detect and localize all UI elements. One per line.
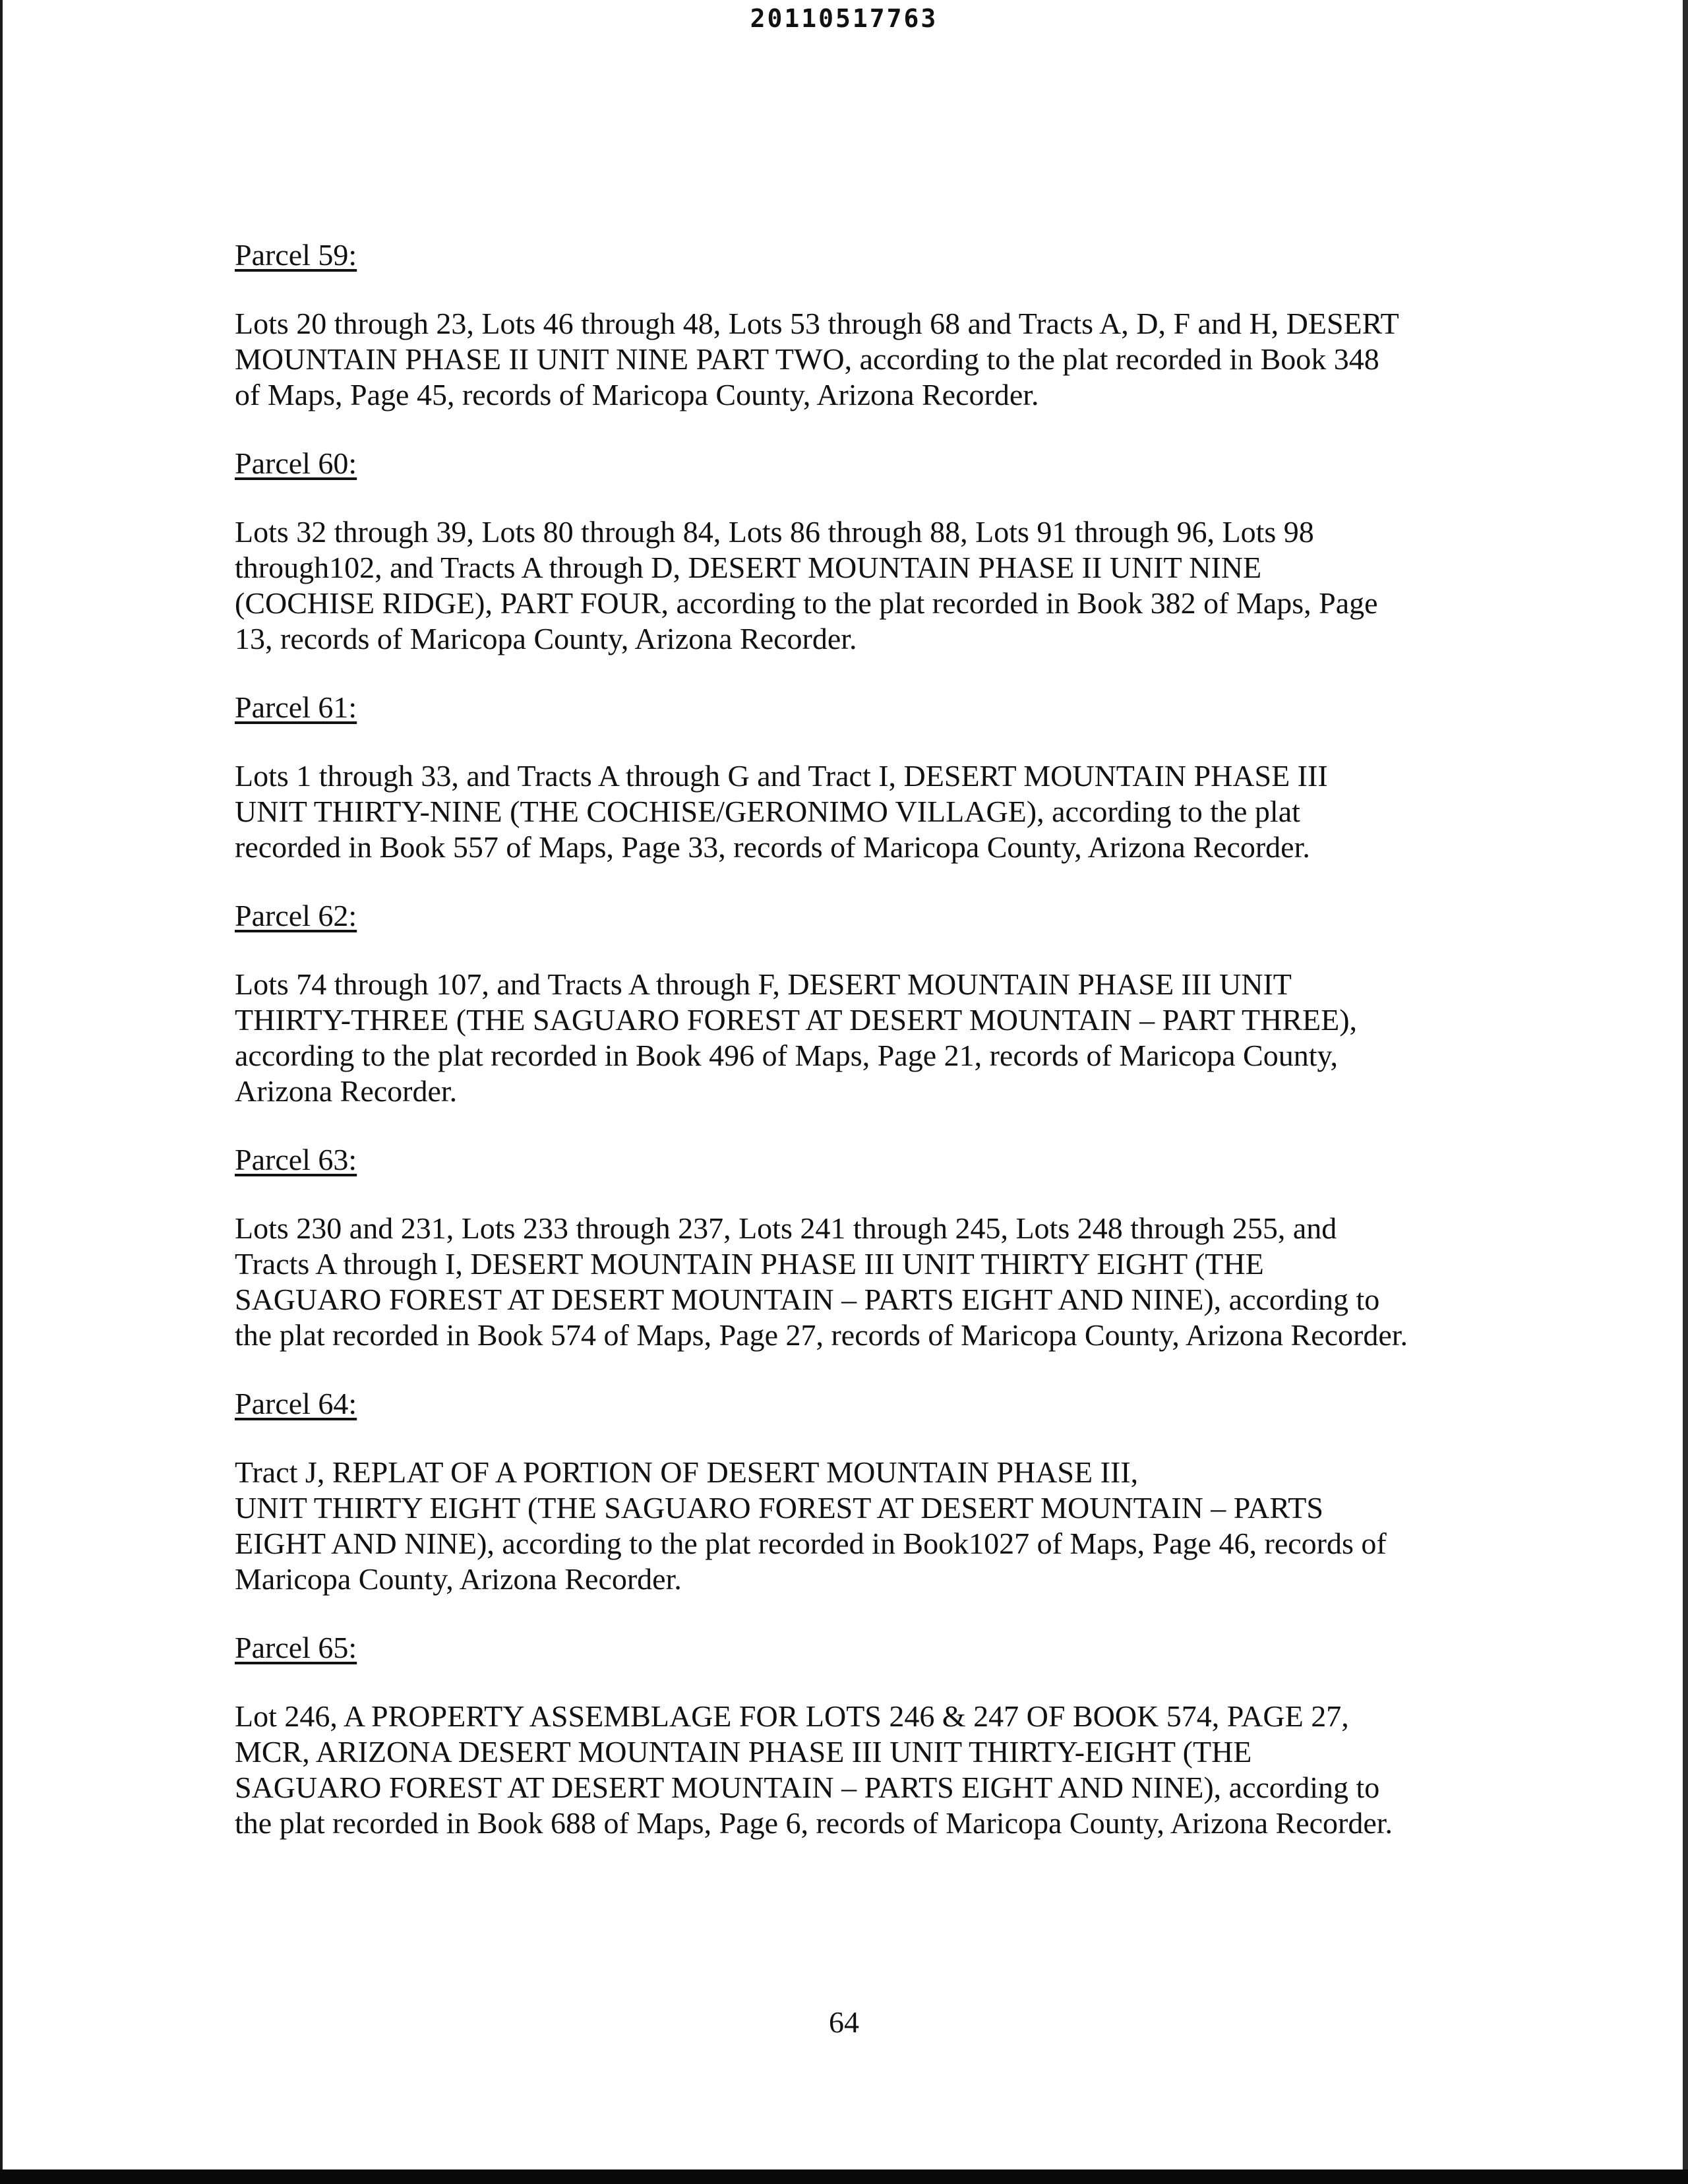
parcel-heading: Parcel 63: xyxy=(235,1143,357,1176)
parcel-heading: Parcel 61: xyxy=(235,690,357,724)
parcel-description: Lots 20 through 23, Lots 46 through 48, Lots 53 through 68 and Tracts A, D, F and H, DESERT MOUNTAIN PHASE II UNIT NINE PART TWO, according to the plat recorded in Book 348 of Maps, Page 45, records of Maricopa County, Arizona Recorder. xyxy=(235,307,1399,411)
parcel-description: Lots 74 through 107, and Tracts A through F, DESERT MOUNTAIN PHASE III UNIT THIRTY-THREE (THE SAGUARO FOREST AT DESERT MOUNTAIN – PART THREE), according to the plat recorded in Book 496 of Maps, Page 21, records of Maricopa County, Arizona Recorder. xyxy=(235,967,1358,1108)
parcel-description: Lots 1 through 33, and Tracts A through G and Tract I, DESERT MOUNTAIN PHASE III UNIT THIRTY-NINE (THE COCHISE/GERONIMO VILLAGE), according to the plat recorded in Book 557 of Maps, Page 33, records of Maricopa County, Arizona Recorder. xyxy=(235,759,1328,864)
parcel-heading: Parcel 65: xyxy=(235,1631,357,1664)
parcel-62 xyxy=(235,898,1474,1109)
parcel-heading: Parcel 59: xyxy=(235,238,357,272)
parcel-heading: Parcel 60: xyxy=(235,446,357,480)
parcel-59 xyxy=(235,237,1474,413)
parcel-heading: Parcel 62: xyxy=(235,899,357,932)
parcel-heading: Parcel 64: xyxy=(235,1387,357,1420)
parcel-63 xyxy=(235,1142,1474,1353)
parcel-61 xyxy=(235,690,1474,865)
parcel-60 xyxy=(235,446,1474,657)
parcel-description: Tract J, REPLAT OF A PORTION OF DESERT MOUNTAIN PHASE III, UNIT THIRTY EIGHT (THE SAGUARO FOREST AT DESERT MOUNTAIN – PARTS EIGHT AND NINE), according to the plat recorded in Book1027 of Maps, Page 46, records of Maricopa County, Arizona Recorder. xyxy=(235,1455,1387,1596)
recording-number: 20110517763 xyxy=(750,4,938,33)
parcel-description: Lots 32 through 39, Lots 80 through 84, Lots 86 through 88, Lots 91 through 96, Lots 98 through102, and Tracts A through D, DESERT MOUNTAIN PHASE II UNIT NINE (COCHISE RIDGE), PART FOUR, according to the plat recorded in Book 382 of Maps, Page 13, records of Maricopa County, Arizona Recorder. xyxy=(235,515,1378,655)
parcel-list xyxy=(235,237,1474,1874)
parcel-64 xyxy=(235,1386,1474,1597)
page-number: 64 xyxy=(829,2005,859,2039)
scan-bottom-border xyxy=(0,2169,1688,2184)
scan-left-border xyxy=(0,0,3,2169)
parcel-description: Lots 230 and 231, Lots 233 through 237, Lots 241 through 245, Lots 248 through 255, and Tracts A through I, DESERT MOUNTAIN PHASE III UNIT THIRTY EIGHT (THE SAGUARO FOREST AT DESERT MOUNTAIN – PARTS EIGHT AND NINE), according to the plat recorded in Book 574 of Maps, Page 27, records of Maricopa County, Arizona Recorder. xyxy=(235,1211,1408,1352)
parcel-description: Lot 246, A PROPERTY ASSEMBLAGE FOR LOTS 246 & 247 OF BOOK 574, PAGE 27, MCR, ARIZONA DESERT MOUNTAIN PHASE III UNIT THIRTY-EIGHT (THE SAGUARO FOREST AT DESERT MOUNTAIN – PARTS EIGHT AND NINE), according to the plat recorded in Book 688 of Maps, Page 6, records of Maricopa County, Arizona Recorder. xyxy=(235,1699,1393,1840)
scan-right-border xyxy=(1683,0,1688,2169)
parcel-65 xyxy=(235,1630,1474,1841)
